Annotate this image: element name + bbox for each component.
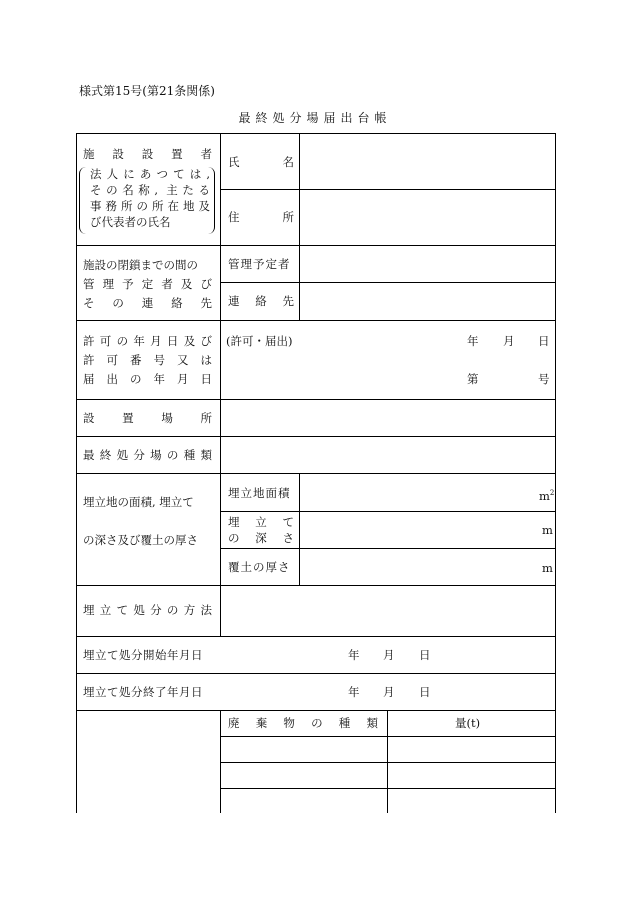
method-field[interactable] [223, 587, 554, 634]
permit-line3: 届 出 の 年 月 日 [83, 372, 212, 386]
column-divider [299, 133, 300, 320]
installer-note-line1: 法人にあつては, [90, 167, 210, 181]
start-date-label: 埋立て処分開始年月日 [83, 648, 203, 662]
manager-line2: 管 理 予 定 者 及 び [83, 277, 212, 291]
column-divider [220, 710, 221, 813]
planned-manager-label: 管理予定者 [228, 257, 291, 271]
row-divider [220, 736, 556, 737]
installer-note-line4: び代表者の氏名 [90, 215, 171, 229]
address-label: 住 所 [228, 210, 294, 224]
cover-unit: m [542, 561, 553, 575]
row-divider [76, 320, 556, 321]
row-divider [76, 399, 556, 400]
row-divider [76, 636, 556, 637]
depth-label-line2: の 深 さ [228, 531, 294, 545]
row-divider [76, 673, 556, 674]
permit-type: (許可・届出) [226, 334, 293, 348]
area-label: 埋立地面積 [228, 486, 291, 500]
location-label: 設 置 場 所 [83, 411, 212, 425]
permit-dai: 第 [467, 372, 479, 386]
cover-label: 覆土の厚さ [228, 560, 291, 574]
end-year: 年 [348, 685, 360, 699]
installer-note-line3: 事務所の所在地及 [90, 199, 210, 213]
row-divider [76, 245, 556, 246]
row-divider [220, 511, 556, 512]
method-label: 埋 立 て 処 分 の 方 法 [83, 603, 212, 617]
permit-line1: 許 可 の 年 月 日 及 び [83, 334, 212, 348]
location-field[interactable] [223, 401, 554, 434]
permit-year: 年 [467, 334, 479, 348]
row-divider [220, 189, 556, 190]
row-divider [76, 473, 556, 474]
facility-type-label: 最 終 処 分 場 の 種 類 [83, 448, 212, 462]
manager-line1: 施設の閉鎖までの間の [83, 258, 198, 272]
start-month: 月 [383, 648, 395, 662]
start-year: 年 [348, 648, 360, 662]
area-unit: $m^2$ [539, 488, 555, 503]
document-title: 最終処分場届出台帳 [238, 111, 392, 125]
column-divider [299, 473, 300, 585]
depth-unit: m [542, 523, 553, 537]
name-field[interactable] [302, 135, 554, 187]
row-divider [220, 548, 556, 549]
permit-go: 号 [538, 372, 550, 386]
start-day: 日 [419, 648, 431, 662]
amount-header: 量(t) [455, 716, 481, 730]
row-divider [220, 282, 556, 283]
row-divider [76, 710, 556, 711]
end-date-label: 埋立て処分終了年月日 [83, 685, 203, 699]
row-divider [220, 762, 556, 763]
row-divider [220, 788, 556, 789]
permit-day: 日 [538, 334, 550, 348]
permit-line2: 許 可 番 号 又 は [83, 353, 212, 367]
name-label: 氏 名 [228, 155, 294, 169]
planned-manager-field[interactable] [302, 247, 554, 281]
waste-type-header: 廃 棄 物 の 種 類 [228, 716, 378, 730]
row-divider [76, 585, 556, 586]
contact-label: 連 絡 先 [228, 294, 294, 308]
facility-type-field[interactable] [223, 438, 554, 471]
landfill-line1: 埋立地の面積, 埋立て [83, 495, 194, 509]
landfill-line2: の深さ及び覆土の厚さ [83, 533, 198, 547]
address-field[interactable] [302, 191, 554, 243]
installer-note-line2: その名称, 主たる [90, 183, 210, 197]
end-day: 日 [419, 685, 431, 699]
depth-label-line1: 埋 立 て [228, 515, 294, 529]
contact-field[interactable] [302, 284, 554, 319]
column-divider [387, 710, 388, 813]
form-number: 様式第15号(第21条関係) [79, 84, 215, 98]
column-divider [220, 133, 221, 636]
manager-line3: そ の 連 絡 先 [83, 296, 212, 310]
row-divider [76, 436, 556, 437]
permit-month: 月 [503, 334, 515, 348]
end-month: 月 [383, 685, 395, 699]
installer-heading: 施 設 設 置 者 [83, 147, 212, 161]
